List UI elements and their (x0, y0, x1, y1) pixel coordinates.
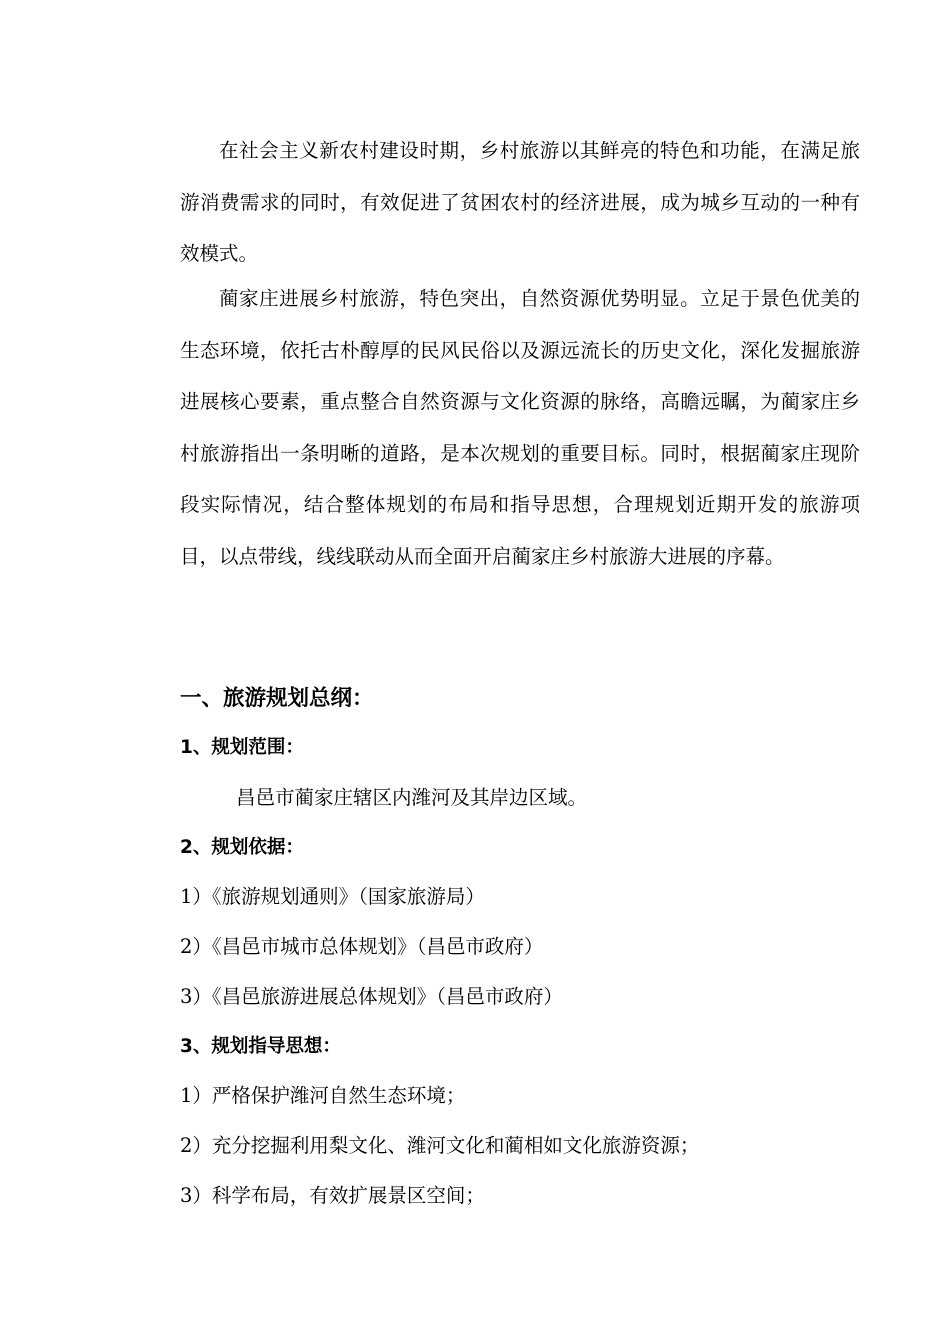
scope-text: 昌邑市蔺家庄辖区内潍河及其岸边区域。 (236, 786, 588, 809)
basis-item: 2）《昌邑市城市总体规划》（昌邑市政府） (180, 935, 544, 958)
basis-item: 3）《昌邑旅游进展总体规划》（昌邑市政府） (180, 985, 563, 1008)
intro-paragraph-2: 蔺家庄进展乡村旅游，特色突出，自然资源优势明显。立足于景色优美的生态环境，依托古朴醇厚的民风民俗以及源远流长的历史文化，深化发掘旅游进展核心要素，重点整合自然资源与文化资源的脉络，高瞻远瞩，为蔺家庄乡村旅游指出一条明晰的道路，是本次规划的重要目标。同时，根据蔺家庄现阶段实际情况，结合整体规划的布局和指导思想，合理规划近期开发的旅游项目，以点带线，线线联动从而全面开启蔺家庄乡村旅游大进展的序幕。 (180, 287, 860, 568)
section-heading: 一、旅游规划总纲： (180, 686, 374, 711)
basis-item: 1）《旅游规划通则》（国家旅游局） (180, 885, 485, 908)
intro-paragraph-1: 在社会主义新农村建设时期，乡村旅游以其鲜亮的特色和功能，在满足旅游消费需求的同时，有效促进了贫困农村的经济进展，成为城乡互动的一种有效模式。 (180, 139, 860, 265)
subsection-heading-scope: 1、规划范围： (180, 737, 304, 758)
guiding-item: 2）充分挖掘利用梨文化、潍河文化和蔺相如文化旅游资源； (180, 1134, 700, 1157)
guiding-item: 1）严格保护潍河自然生态环境； (180, 1084, 466, 1107)
guiding-item: 3）科学布局，有效扩展景区空间； (180, 1184, 485, 1207)
subsection-heading-guiding: 3、规划指导思想： (180, 1036, 341, 1057)
subsection-heading-basis: 2、规划依据： (180, 837, 304, 858)
